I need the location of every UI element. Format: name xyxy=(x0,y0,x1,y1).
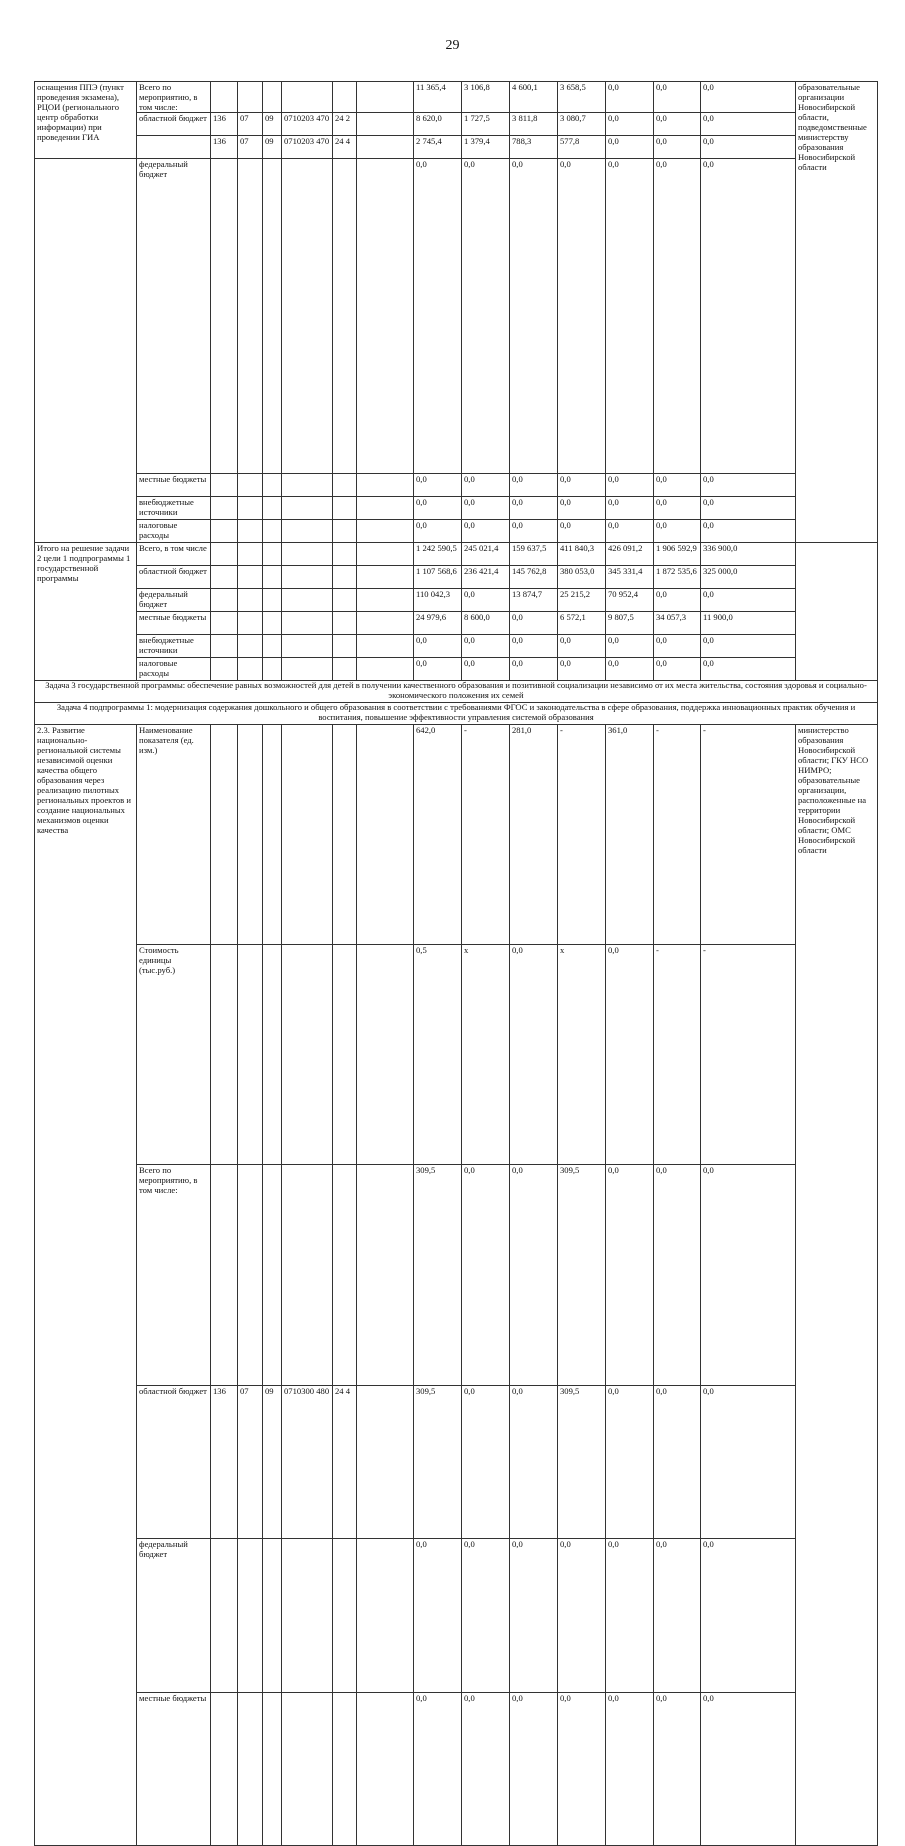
empty-cell xyxy=(796,543,878,681)
budget-code-c3 xyxy=(263,725,282,945)
budget-code-c2 xyxy=(238,159,263,474)
value-cell: 0,0 xyxy=(654,1165,701,1385)
budget-code-c3 xyxy=(263,159,282,474)
budget-code-c2: 07 xyxy=(238,136,263,159)
value-cell: 0,0 xyxy=(510,612,558,635)
empty-cell xyxy=(333,612,357,635)
funding-source: местные бюджеты xyxy=(137,612,211,635)
table-row xyxy=(35,474,878,497)
value-cell: 0,0 xyxy=(510,1385,558,1538)
value-cell: 0,0 xyxy=(701,497,796,520)
value-cell: - xyxy=(654,945,701,1165)
measure-label-empty xyxy=(35,159,137,543)
value-cell: 0,0 xyxy=(701,635,796,658)
empty-cell xyxy=(333,658,357,681)
value-cell: 245 021,4 xyxy=(462,543,510,566)
table-row xyxy=(35,82,878,113)
value-cell: 8 620,0 xyxy=(414,113,462,136)
value-cell: 25 215,2 xyxy=(558,589,606,612)
value-cell: 0,0 xyxy=(606,159,654,474)
budget-code-c4: 0710203 470 xyxy=(282,136,333,159)
budget-code-c5 xyxy=(333,1539,357,1692)
value-cell: 0,0 xyxy=(701,474,796,497)
empty-cell xyxy=(263,658,282,681)
empty-cell xyxy=(211,589,238,612)
table-row xyxy=(35,136,878,159)
budget-code-c1 xyxy=(211,82,238,113)
value-cell: 0,0 xyxy=(701,1539,796,1692)
budget-code-c3 xyxy=(263,474,282,497)
budget-code-c5 xyxy=(333,497,357,520)
budget-code-c5 xyxy=(333,159,357,474)
budget-code-c4 xyxy=(282,1692,333,1846)
funding-source xyxy=(137,136,211,159)
value-cell: 0,0 xyxy=(510,1539,558,1692)
value-cell: 361,0 xyxy=(606,725,654,945)
value-cell: 0,0 xyxy=(606,1385,654,1538)
value-cell: х xyxy=(462,945,510,1165)
funding-source: Всего по мероприятию, в том числе: xyxy=(137,82,211,113)
empty-cell xyxy=(357,658,414,681)
value-cell: 309,5 xyxy=(558,1165,606,1385)
budget-code-c3 xyxy=(263,1692,282,1846)
funding-source: федеральный бюджет xyxy=(137,589,211,612)
value-cell: 309,5 xyxy=(558,1385,606,1538)
value-cell: 0,0 xyxy=(606,474,654,497)
empty-cell xyxy=(263,635,282,658)
value-cell: 0,0 xyxy=(654,1385,701,1538)
value-cell: 0,0 xyxy=(558,635,606,658)
budget-code-c1 xyxy=(211,945,238,1165)
value-cell: 145 762,8 xyxy=(510,566,558,589)
table-row xyxy=(35,1165,878,1385)
budget-code-c5 xyxy=(333,474,357,497)
empty-cell xyxy=(357,82,414,113)
value-cell: 0,0 xyxy=(654,1539,701,1692)
budget-code-c3 xyxy=(263,1539,282,1692)
value-cell: 0,0 xyxy=(462,1385,510,1538)
budget-code-c3 xyxy=(263,497,282,520)
value-cell: 0,0 xyxy=(510,159,558,474)
value-cell: 281,0 xyxy=(510,725,558,945)
empty-cell xyxy=(263,543,282,566)
empty-cell xyxy=(357,612,414,635)
value-cell: 309,5 xyxy=(414,1165,462,1385)
value-cell: 1 727,5 xyxy=(462,113,510,136)
value-cell: 0,0 xyxy=(701,113,796,136)
budget-code-c2: 07 xyxy=(238,113,263,136)
table-row xyxy=(35,612,878,635)
empty-cell xyxy=(211,612,238,635)
value-cell: 0,0 xyxy=(462,635,510,658)
value-cell: 0,0 xyxy=(414,635,462,658)
value-cell: 0,0 xyxy=(510,1692,558,1846)
value-cell: 309,5 xyxy=(414,1385,462,1538)
value-cell: 0,0 xyxy=(606,113,654,136)
budget-code-c5: 24 4 xyxy=(333,1385,357,1538)
empty-cell xyxy=(333,566,357,589)
value-cell: 0,0 xyxy=(462,1692,510,1846)
value-cell: 1 379,4 xyxy=(462,136,510,159)
budget-code-c5: 24 4 xyxy=(333,136,357,159)
value-cell: - xyxy=(462,725,510,945)
value-cell: 0,0 xyxy=(701,159,796,474)
value-cell: - xyxy=(701,945,796,1165)
budget-code-c2: 07 xyxy=(238,1385,263,1538)
value-cell: 0,0 xyxy=(654,474,701,497)
value-cell: 0,0 xyxy=(462,520,510,543)
budget-code-c4: 0710203 470 xyxy=(282,113,333,136)
responsible-executors: образовательные организации Новосибирской области, подведомственные министерству образования Новосибирской области xyxy=(796,82,878,543)
funding-source: федеральный бюджет xyxy=(137,159,211,474)
value-cell: 0,0 xyxy=(414,497,462,520)
funding-source: местные бюджеты xyxy=(137,474,211,497)
budget-code-c3 xyxy=(263,520,282,543)
value-cell: 0,0 xyxy=(462,159,510,474)
budget-code-c2 xyxy=(238,1165,263,1385)
value-cell: 8 600,0 xyxy=(462,612,510,635)
budget-code-c1 xyxy=(211,1692,238,1846)
budget-code-c4 xyxy=(282,497,333,520)
empty-cell xyxy=(357,945,414,1165)
value-cell: 2 745,4 xyxy=(414,136,462,159)
budget-code-c5 xyxy=(333,1165,357,1385)
budget-code-c1 xyxy=(211,1539,238,1692)
empty-cell xyxy=(357,589,414,612)
budget-code-c2 xyxy=(238,1539,263,1692)
value-cell: 0,0 xyxy=(701,1165,796,1385)
value-cell: 1 906 592,9 xyxy=(654,543,701,566)
empty-cell xyxy=(357,725,414,945)
table-row xyxy=(35,1692,878,1846)
budget-code-c3 xyxy=(263,945,282,1165)
budget-code-c4 xyxy=(282,725,333,945)
value-cell: 642,0 xyxy=(414,725,462,945)
budget-code-c1: 136 xyxy=(211,113,238,136)
budget-code-c3: 09 xyxy=(263,113,282,136)
value-cell: 788,3 xyxy=(510,136,558,159)
value-cell: 0,0 xyxy=(701,82,796,113)
table-row xyxy=(35,543,878,566)
empty-cell xyxy=(357,136,414,159)
value-cell: 159 637,5 xyxy=(510,543,558,566)
table-row xyxy=(35,1385,878,1538)
budget-code-c2 xyxy=(238,520,263,543)
value-cell: 0,0 xyxy=(510,945,558,1165)
budget-code-c3 xyxy=(263,1165,282,1385)
empty-cell xyxy=(282,658,333,681)
budget-code-c2 xyxy=(238,474,263,497)
budget-code-c4 xyxy=(282,520,333,543)
empty-cell xyxy=(357,159,414,474)
budget-code-c5 xyxy=(333,520,357,543)
value-cell: 0,0 xyxy=(462,497,510,520)
value-cell: 0,0 xyxy=(606,635,654,658)
budget-code-c2 xyxy=(238,725,263,945)
budget-code-c1 xyxy=(211,520,238,543)
measure-label: 2.3. Развитие национально-региональной системы независимой оценки качества общего образования через реализацию пилотных региональных проектов и создание национальных механизмов оценки качества xyxy=(35,725,137,1846)
value-cell: 3 811,8 xyxy=(510,113,558,136)
value-cell: 0,0 xyxy=(701,1385,796,1538)
value-cell: 4 600,1 xyxy=(510,82,558,113)
value-cell: 1 872 535,6 xyxy=(654,566,701,589)
empty-cell xyxy=(263,612,282,635)
budget-code-c1 xyxy=(211,725,238,945)
budget-code-c4 xyxy=(282,1539,333,1692)
value-cell: 0,0 xyxy=(462,1165,510,1385)
value-cell: 0,0 xyxy=(510,474,558,497)
empty-cell xyxy=(238,658,263,681)
value-cell: 0,0 xyxy=(510,497,558,520)
value-cell: 380 053,0 xyxy=(558,566,606,589)
value-cell: 0,0 xyxy=(558,520,606,543)
empty-cell xyxy=(211,658,238,681)
budget-code-c3: 09 xyxy=(263,1385,282,1538)
empty-cell xyxy=(357,1539,414,1692)
value-cell: 0,5 xyxy=(414,945,462,1165)
value-cell: 236 421,4 xyxy=(462,566,510,589)
empty-cell xyxy=(211,566,238,589)
empty-cell xyxy=(282,589,333,612)
budget-code-c5 xyxy=(333,725,357,945)
value-cell: 3 658,5 xyxy=(558,82,606,113)
value-cell: 0,0 xyxy=(462,658,510,681)
value-cell: 0,0 xyxy=(654,1692,701,1846)
table-row xyxy=(35,589,878,612)
page-number: 29 xyxy=(445,38,460,53)
funding-source: налоговые расходы xyxy=(137,520,211,543)
value-cell: 0,0 xyxy=(701,136,796,159)
value-cell: 11 365,4 xyxy=(414,82,462,113)
empty-cell xyxy=(357,543,414,566)
value-cell: 0,0 xyxy=(701,589,796,612)
table-row xyxy=(35,520,878,543)
empty-cell xyxy=(357,1165,414,1385)
empty-cell xyxy=(238,543,263,566)
funding-source: Всего по мероприятию, в том числе: xyxy=(137,1165,211,1385)
value-cell: 0,0 xyxy=(510,520,558,543)
empty-cell xyxy=(357,1385,414,1538)
budget-code-c5: 24 2 xyxy=(333,113,357,136)
value-cell: 0,0 xyxy=(654,635,701,658)
budget-code-c1 xyxy=(211,159,238,474)
table-row xyxy=(35,658,878,681)
value-cell: 577,8 xyxy=(558,136,606,159)
empty-cell xyxy=(263,589,282,612)
total-label: Итого на решение задачи 2 цели 1 подпрограммы 1 государственной программы xyxy=(35,543,137,681)
empty-cell xyxy=(357,474,414,497)
empty-cell xyxy=(333,635,357,658)
table-row xyxy=(35,681,878,703)
task-4-heading: Задача 4 подпрограммы 1: модернизация содержания дошкольного и общего образования в соответствии с требованиями ФГОС и законодательства в сфере образования, поддержка инновационных практик обучения и воспитания, повышение эффективности управления системой образования xyxy=(35,703,878,725)
budget-table xyxy=(34,81,878,1846)
value-cell: 0,0 xyxy=(414,520,462,543)
value-cell: 325 000,0 xyxy=(701,566,796,589)
value-cell: 0,0 xyxy=(606,520,654,543)
funding-source: налоговые расходы xyxy=(137,658,211,681)
budget-code-c2 xyxy=(238,82,263,113)
budget-code-c1 xyxy=(211,1165,238,1385)
value-cell: 0,0 xyxy=(510,635,558,658)
budget-code-c3: 09 xyxy=(263,136,282,159)
value-cell: 0,0 xyxy=(701,520,796,543)
table-row xyxy=(35,497,878,520)
empty-cell xyxy=(357,520,414,543)
table-row xyxy=(35,566,878,589)
budget-code-c2 xyxy=(238,1692,263,1846)
value-cell: 411 840,3 xyxy=(558,543,606,566)
value-cell: 1 107 568,6 xyxy=(414,566,462,589)
value-cell: 11 900,0 xyxy=(701,612,796,635)
value-cell: 0,0 xyxy=(558,474,606,497)
value-cell: 345 331,4 xyxy=(606,566,654,589)
value-cell: 110 042,3 xyxy=(414,589,462,612)
value-cell: 0,0 xyxy=(606,1539,654,1692)
funding-source: областной бюджет xyxy=(137,113,211,136)
empty-cell xyxy=(263,566,282,589)
budget-code-c4 xyxy=(282,474,333,497)
value-cell: 9 807,5 xyxy=(606,612,654,635)
empty-cell xyxy=(357,497,414,520)
funding-source: федеральный бюджет xyxy=(137,1539,211,1692)
empty-cell xyxy=(282,566,333,589)
table-row xyxy=(35,725,878,945)
empty-cell xyxy=(282,612,333,635)
funding-source: областной бюджет xyxy=(137,566,211,589)
value-cell: 3 080,7 xyxy=(558,113,606,136)
empty-cell xyxy=(238,566,263,589)
funding-source: внебюджетные источники xyxy=(137,497,211,520)
table-row xyxy=(35,159,878,474)
value-cell: 0,0 xyxy=(701,1692,796,1846)
budget-code-c4 xyxy=(282,945,333,1165)
value-cell: 0,0 xyxy=(414,658,462,681)
value-cell: 0,0 xyxy=(606,136,654,159)
funding-source: внебюджетные источники xyxy=(137,635,211,658)
task-3-heading: Задача 3 государственной программы: обеспечение равных возможностей для детей в получении качественного образования и позитивной социализации независимо от их места жительства, состояния здоровья и социально-экономического положения их семей xyxy=(35,681,878,703)
budget-code-c4: 0710300 480 xyxy=(282,1385,333,1538)
value-cell: 13 874,7 xyxy=(510,589,558,612)
value-cell: 0,0 xyxy=(654,589,701,612)
empty-cell xyxy=(238,635,263,658)
empty-cell xyxy=(238,589,263,612)
value-cell: 0,0 xyxy=(558,1692,606,1846)
empty-cell xyxy=(333,543,357,566)
value-cell: 0,0 xyxy=(558,159,606,474)
value-cell: 336 900,0 xyxy=(701,543,796,566)
value-cell: - xyxy=(558,725,606,945)
budget-code-c1: 136 xyxy=(211,136,238,159)
value-cell: 0,0 xyxy=(654,497,701,520)
budget-code-c5 xyxy=(333,1692,357,1846)
value-cell: 0,0 xyxy=(606,658,654,681)
empty-cell xyxy=(282,635,333,658)
value-cell: 0,0 xyxy=(414,159,462,474)
budget-code-c5 xyxy=(333,945,357,1165)
value-cell: 426 091,2 xyxy=(606,543,654,566)
value-cell: 0,0 xyxy=(558,1539,606,1692)
empty-cell xyxy=(333,589,357,612)
value-cell: 0,0 xyxy=(414,1539,462,1692)
value-cell: 0,0 xyxy=(558,497,606,520)
table-row xyxy=(35,1539,878,1692)
value-cell: - xyxy=(654,725,701,945)
funding-source: Стоимость единицы (тыс.руб.) xyxy=(137,945,211,1165)
value-cell: 1 242 590,5 xyxy=(414,543,462,566)
value-cell: 0,0 xyxy=(654,82,701,113)
budget-code-c5 xyxy=(333,82,357,113)
value-cell: 0,0 xyxy=(654,520,701,543)
value-cell: 0,0 xyxy=(701,658,796,681)
table-row xyxy=(35,703,878,725)
value-cell: х xyxy=(558,945,606,1165)
value-cell: 0,0 xyxy=(414,1692,462,1846)
budget-code-c1 xyxy=(211,497,238,520)
value-cell: 0,0 xyxy=(654,159,701,474)
value-cell: 0,0 xyxy=(654,113,701,136)
budget-code-c4 xyxy=(282,1165,333,1385)
empty-cell xyxy=(211,635,238,658)
measure-label: оснащения ППЭ (пункт проведения экзамена), РЦОИ (регионального центр обработки информации) при проведении ГИА xyxy=(35,82,137,159)
value-cell: 0,0 xyxy=(462,1539,510,1692)
empty-cell xyxy=(282,543,333,566)
value-cell: 0,0 xyxy=(606,497,654,520)
value-cell: 0,0 xyxy=(606,1692,654,1846)
table-row xyxy=(35,113,878,136)
value-cell: 0,0 xyxy=(654,658,701,681)
responsible-executors: министерство образования Новосибирской области; ГКУ НСО НИМРО; образовательные организации, расположенные на территории Новосибирской области; ОМС Новосибирской области xyxy=(796,725,878,1846)
empty-cell xyxy=(357,566,414,589)
table-row xyxy=(35,945,878,1165)
value-cell: 0,0 xyxy=(606,82,654,113)
value-cell: 6 572,1 xyxy=(558,612,606,635)
budget-code-c2 xyxy=(238,945,263,1165)
empty-cell xyxy=(238,612,263,635)
table-row xyxy=(35,635,878,658)
empty-cell xyxy=(357,113,414,136)
budget-code-c1: 136 xyxy=(211,1385,238,1538)
value-cell: - xyxy=(701,725,796,945)
budget-code-c3 xyxy=(263,82,282,113)
budget-code-c4 xyxy=(282,82,333,113)
value-cell: 3 106,8 xyxy=(462,82,510,113)
value-cell: 0,0 xyxy=(606,1165,654,1385)
value-cell: 34 057,3 xyxy=(654,612,701,635)
funding-source: областной бюджет xyxy=(137,1385,211,1538)
value-cell: 0,0 xyxy=(558,658,606,681)
budget-code-c2 xyxy=(238,497,263,520)
budget-code-c1 xyxy=(211,474,238,497)
funding-source: Наименование показателя (ед. изм.) xyxy=(137,725,211,945)
empty-cell xyxy=(211,543,238,566)
value-cell: 0,0 xyxy=(654,136,701,159)
value-cell: 0,0 xyxy=(510,1165,558,1385)
empty-cell xyxy=(357,1692,414,1846)
funding-source: местные бюджеты xyxy=(137,1692,211,1846)
budget-code-c4 xyxy=(282,159,333,474)
value-cell: 0,0 xyxy=(606,945,654,1165)
funding-source: Всего, в том числе xyxy=(137,543,211,566)
value-cell: 0,0 xyxy=(462,589,510,612)
value-cell: 0,0 xyxy=(414,474,462,497)
value-cell: 70 952,4 xyxy=(606,589,654,612)
value-cell: 0,0 xyxy=(510,658,558,681)
value-cell: 0,0 xyxy=(462,474,510,497)
empty-cell xyxy=(357,635,414,658)
value-cell: 24 979,6 xyxy=(414,612,462,635)
